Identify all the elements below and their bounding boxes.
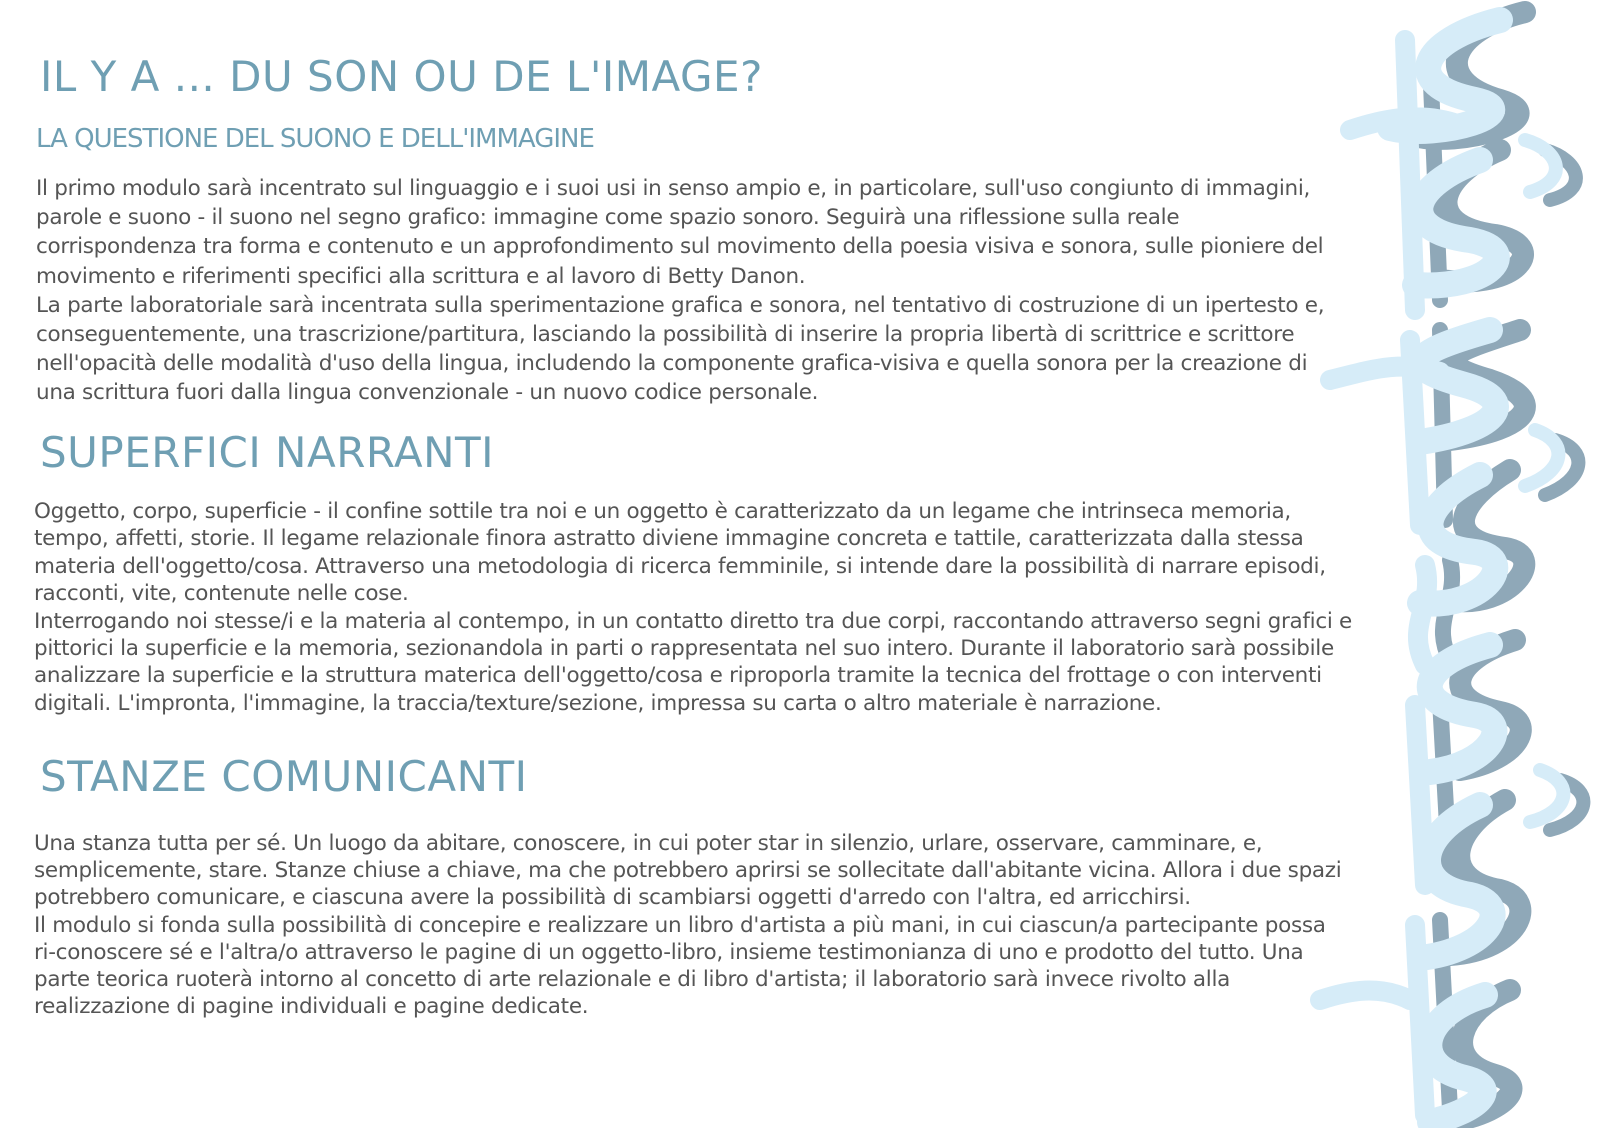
section-text-stanze-comunicanti bbox=[34, 830, 1344, 1020]
decorative-scribble-illustration bbox=[1290, 0, 1600, 1128]
section-title-stanze-comunicanti: STANZE COMUNICANTI bbox=[40, 752, 528, 801]
paragraph: Il modulo si fonda sulla possibilità di concepire e realizzare un libro d'artista a più mani, in cui ciascun/a partecipante possa ri-conoscere sé e l'altra/o attraverso le pagine di un oggetto-libro, insieme testimonianza di uno e prodotto del tutto. Una parte teorica ruoterà intorno al concetto di arte relazionale e di libro d'artista; il laboratorio sarà invece rivolto alla realizzazione di pagine individuali e pagine dedicate. bbox=[34, 912, 1326, 1020]
section-title-superfici-narranti: SUPERFICI NARRANTI bbox=[40, 428, 495, 477]
section-text-son-image bbox=[36, 174, 1336, 408]
paragraph: Interrogando noi stesse/i e la materia al contempo, in un contatto diretto tra due corpi, raccontando attraverso segni grafici e pittorici la superficie e la memoria, sezionandola in parti o rappresentata nel suo intero. Durante il laboratorio sarà possibile analizzare la superficie e la struttura materica dell'oggetto/cosa e riproporla tramite la tecnica del frottage o con interventi digitali. L'impronta, l'immagine, la traccia/texture/sezione, impressa su carta o altro materiale è narrazione. bbox=[34, 608, 1352, 716]
paragraph: Il primo modulo sarà incentrato sul linguaggio e i suoi usi in senso ampio e, in particolare, sull'uso congiunto di immagini, parole e suono - il suono nel segno grafico: immagine come spazio sonoro. Seguirà una riflessione sulla reale corrispondenza tra forma e contenuto e un approfondimento sul movimento della poesia visiva e sonora, sulle pioniere del movimento e riferimenti specifici alla scrittura e al lavoro di Betty Danon. bbox=[36, 176, 1324, 289]
paragraph: Oggetto, corpo, superficie - il confine sottile tra noi e un oggetto è caratterizzato da un legame che intrinseca memoria, tempo, affetti, storie. Il legame relazionale finora astratto diviene immagine concreta e tattile, caratterizzata dalla stessa materia dell'oggetto/cosa. Attraverso una metodologia di ricerca femminile, si intende dare la possibilità di narrare episodi, racconti, vite, contenute nelle cose. bbox=[34, 499, 1326, 607]
paragraph: Una stanza tutta per sé. Un luogo da abitare, conoscere, in cui poter star in silenzio, urlare, osservare, camminare, e, semplicemente, stare. Stanze chiuse a chiave, ma che potrebbero aprirsi se sollecitate dall'abitante vicina. Allora i due spazi potrebbero comunicare, e ciascuna avere la possibilità di scambiarsi oggetti d'arredo con l'altra, ed arricchirsi. bbox=[34, 831, 1342, 911]
paragraph: La parte laboratoriale sarà incentrata sulla sperimentazione grafica e sonora, nel tentativo di costruzione di un ipertesto e, conseguentemente, una trascrizione/partitura, lasciando la possibilità di inserire la propria libertà di scrittrice e scrittore nell'opacità delle modalità d'uso della lingua, includendo la componente grafica-visiva e quella sonora per la creazione di una scrittura fuori dalla lingua convenzionale - un nuovo codice personale. bbox=[36, 292, 1325, 406]
section-subtitle-suono-immagine: LA QUESTIONE DEL SUONO E DELL'IMMAGINE bbox=[36, 124, 594, 154]
section-text-superfici-narranti bbox=[34, 498, 1354, 717]
section-title-son-image: IL Y A ... DU SON OU DE L'IMAGE? bbox=[40, 52, 763, 101]
scribble-shadow-stroke bbox=[1545, 150, 1583, 830]
